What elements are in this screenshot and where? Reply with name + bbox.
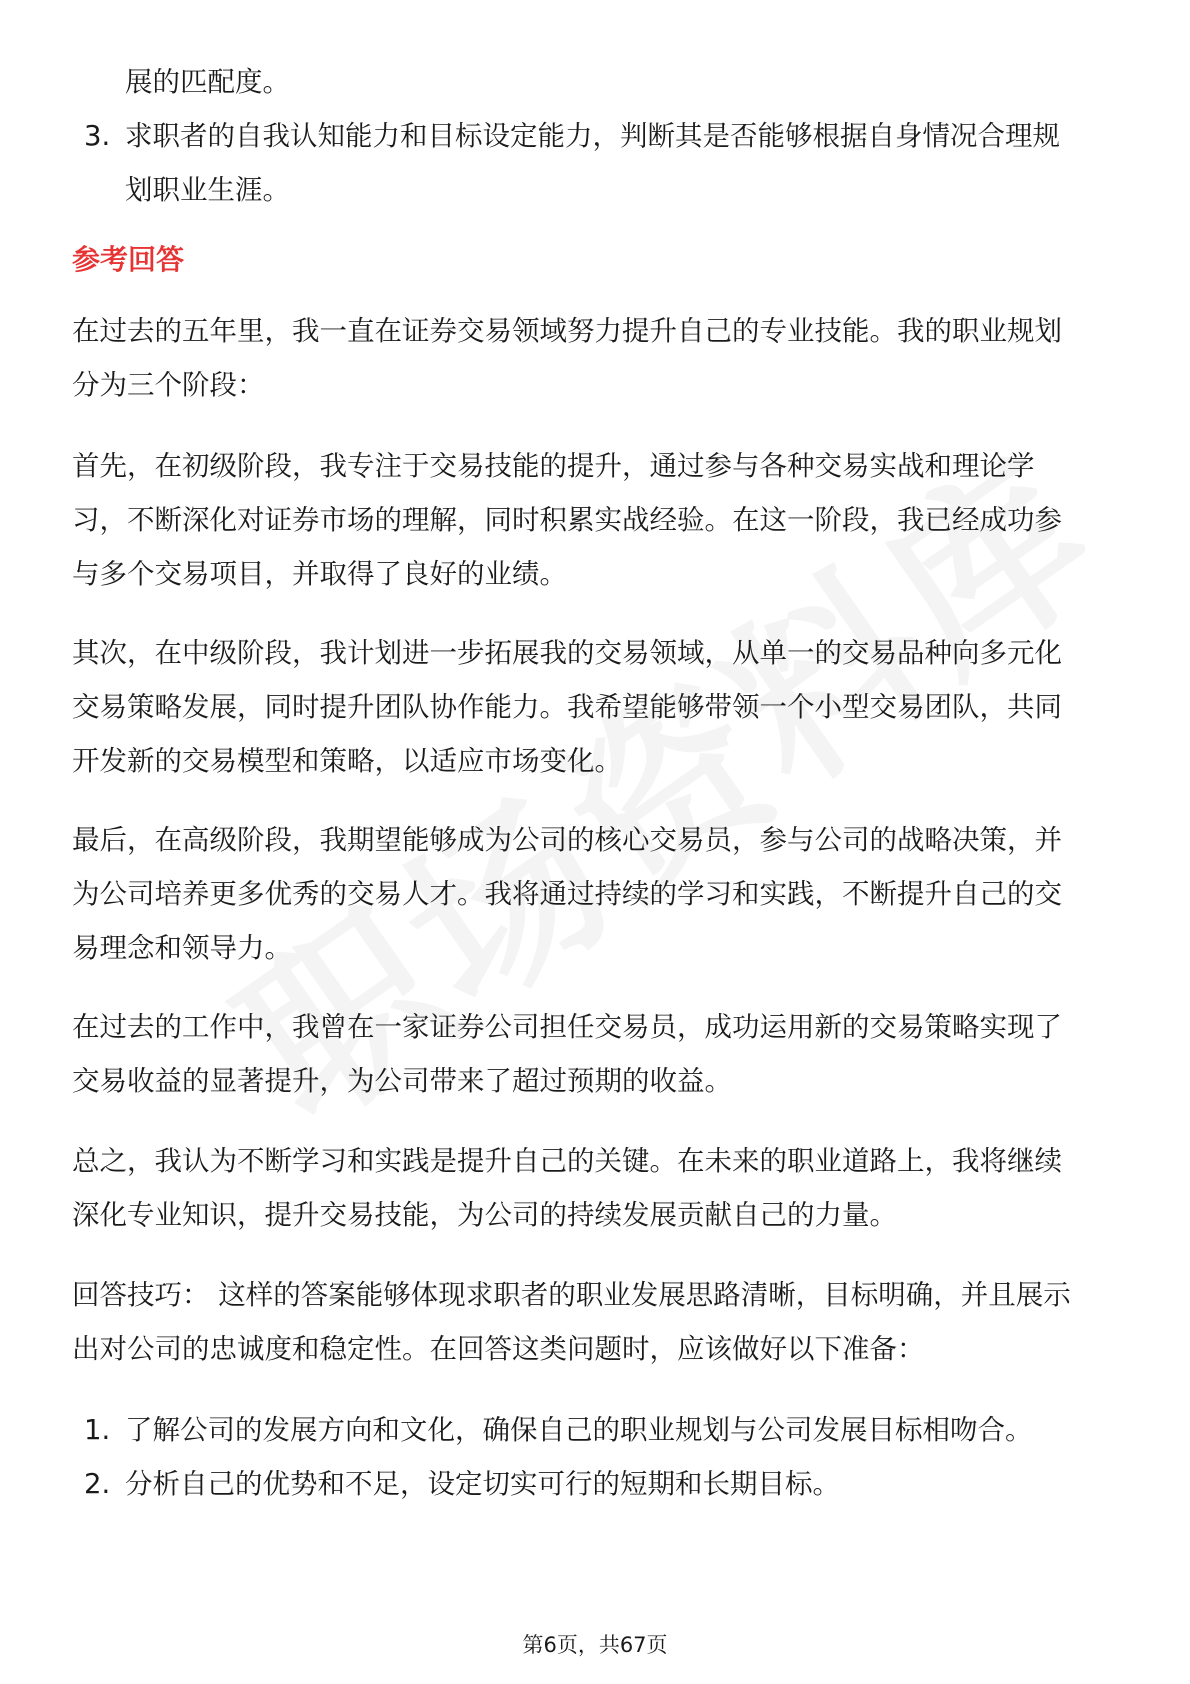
paragraph-6-line-1: 总之，我认为不断学习和实践是提升自己的关键。在未来的职业道路上，我将继续 xyxy=(72,1145,1062,1177)
paragraph-1-line-1: 在过去的五年里，我一直在证券交易领域努力提升自己的专业技能。我的职业规划 xyxy=(72,315,1062,347)
paragraph-3-line-3: 开发新的交易模型和策略，以适应市场变化。 xyxy=(72,745,622,777)
list-item-3-number: 3. xyxy=(84,120,111,152)
paragraph-6-line-2: 深化专业知识，提升交易技能，为公司的持续发展贡献自己的力量。 xyxy=(72,1199,897,1231)
paragraph-4-line-2: 为公司培养更多优秀的交易人才。我将通过持续的学习和实践，不断提升自己的交 xyxy=(72,878,1062,910)
paragraph-5-line-2: 交易收益的显著提升，为公司带来了超过预期的收益。 xyxy=(72,1065,732,1097)
paragraph-5-line-1: 在过去的工作中，我曾在一家证券公司担任交易员，成功运用新的交易策略实现了 xyxy=(72,1011,1062,1043)
paragraph-7-line-2: 出对公司的忠诚度和稳定性。在回答这类问题时，应该做好以下准备： xyxy=(72,1333,925,1365)
paragraph-4-line-3: 易理念和领导力。 xyxy=(72,932,292,964)
list-item-3-line-2: 划职业生涯。 xyxy=(125,174,290,206)
tips-item-2-number: 2. xyxy=(84,1468,111,1500)
list-item-3-line-1: 求职者的自我认知能力和目标设定能力，判断其是否能够根据自身情况合理规 xyxy=(125,120,1060,152)
paragraph-3-line-1: 其次，在中级阶段，我计划进一步拓展我的交易领域，从单一的交易品种向多元化 xyxy=(72,637,1062,669)
section-heading: 参考回答 xyxy=(72,243,185,276)
paragraph-2-line-1: 首先，在初级阶段，我专注于交易技能的提升，通过参与各种交易实战和理论学 xyxy=(72,450,1035,482)
tips-item-1-number: 1. xyxy=(84,1414,111,1446)
tips-item-1-text: 了解公司的发展方向和文化，确保自己的职业规划与公司发展目标相吻合。 xyxy=(125,1414,1033,1446)
paragraph-2-line-2: 习，不断深化对证券市场的理解，同时积累实战经验。在这一阶段，我已经成功参 xyxy=(72,504,1062,536)
tips-item-2-text: 分析自己的优势和不足，设定切实可行的短期和长期目标。 xyxy=(125,1468,840,1500)
paragraph-3-line-2: 交易策略发展，同时提升团队协作能力。我希望能够带领一个小型交易团队，共同 xyxy=(72,691,1062,723)
list-item-2-tail: 展的匹配度。 xyxy=(125,66,290,98)
paragraph-1-line-2: 分为三个阶段： xyxy=(72,369,265,401)
paragraph-7-line-1: 回答技巧： 这样的答案能够体现求职者的职业发展思路清晰，目标明确，并且展示 xyxy=(72,1279,1071,1311)
paragraph-2-line-3: 与多个交易项目，并取得了良好的业绩。 xyxy=(72,558,567,590)
paragraph-4-line-1: 最后，在高级阶段，我期望能够成为公司的核心交易员，参与公司的战略决策，并 xyxy=(72,824,1062,856)
page-number-footer: 第6页，共67页 xyxy=(522,1633,668,1657)
